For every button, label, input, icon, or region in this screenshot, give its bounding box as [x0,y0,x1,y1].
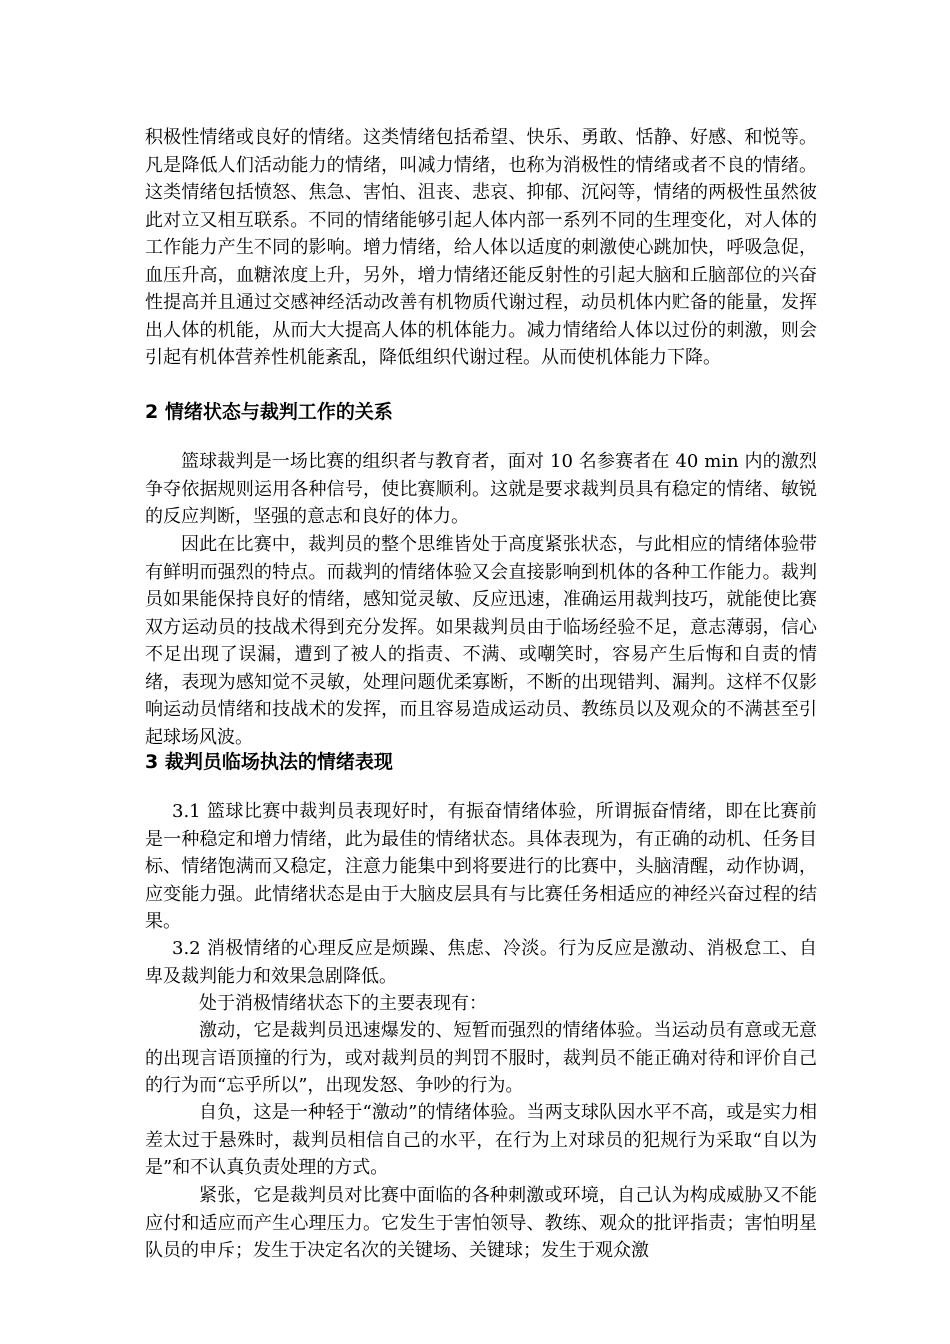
section-3-paragraph-conceited: 自负，这是一种轻于“激动”的情绪体验。当两支球队因水平不高，或是实力相差太过于悬殊时，裁判员相信自己的水平，在行为上对球员的犯规行为采取“自以为是”和不认真负责处理的方式。 [145,1102,817,1178]
section-2-paragraph-2: 因此在比赛中，裁判员的整个思维皆处于高度紧张状态，与此相应的情绪体验带有鲜明而强烈的特点。而裁判的情绪体验又会直接影响到机体的各种工作能力。裁判员如果能保持良好的情绪，感知觉灵敏、反应迅速，准确运用裁判技巧，就能使比赛双方运动员的技战术得到充分发挥。如果裁判员由于临场经验不足，意志薄弱，信心不足出现了误漏，遭到了被人的指责、不满、或嘲笑时，容易产生后悔和自责的情绪，表现为感知觉不灵敏，处理问题优柔寡断，不断的出现错判、漏判。这样不仅影响运动员情绪和技战术的发挥，而且容易造成运动员、教练员以及观众的不满甚至引起球场风波。 [145,534,817,748]
section-3-paragraph-excited: 激动，它是裁判员迅速爆发的、短暂而强烈的情绪体验。当运动员有意或无意的出现言语顶撞的行为，或对裁判员的判罚不服时，裁判员不能正确对待和评价自己的行为而“忘乎所以”，出现发怒、争吵的行为。 [145,1020,817,1096]
section-2-paragraph-1: 篮球裁判是一场比赛的组织者与教育者，面对 10 名参赛者在 40 min 内的激烈争夺依据规则运用各种信号，使比赛顺利。这就是要求裁判员具有稳定的情绪、敏锐的反应判断，坚强的意志和良好的体力。 [145,451,817,527]
section-2-heading: 2 情绪状态与裁判工作的关系 [145,401,393,423]
section-3-heading: 3 裁判员临场执法的情绪表现 [145,751,393,773]
section-3-paragraph-3-2: 3.2 消极情绪的心理反应是烦躁、焦虑、冷淡。行为反应是激动、消极怠工、自卑及裁判能力和效果急剧降低。 [145,938,817,987]
section-3-paragraph-3-1: 3.1 篮球比赛中裁判员表现好时，有振奋情绪体验，所谓振奋情绪，即在比赛前是一种稳定和增力情绪，此为最佳的情绪状态。具体表现为，有正确的动机、任务目标、情绪饱满而又稳定，注意力能集中到将要进行的比赛中，头脑清醒，动作协调，应变能力强。此情绪状态是由于大脑皮层具有与比赛任务相适应的神经兴奋过程的结果。 [145,801,817,932]
intro-paragraph: 积极性情绪或良好的情绪。这类情绪包括希望、快乐、勇敢、恬静、好感、和悦等。凡是降低人们活动能力的情绪，叫减力情绪，也称为消极性的情绪或者不良的情绪。这类情绪包括愤怒、焦急、害怕、沮丧、悲哀、抑郁、沉闷等，情绪的两极性虽然彼此对立又相互联系。不同的情绪能够引起人体内部一系列不同的生理变化，对人体的工作能力产生不同的影响。增力情绪，给人体以适度的刺激使心跳加快，呼吸急促，血压升高，血糖浓度上升，另外，增力情绪还能反射性的引起大脑和丘脑部位的兴奋性提高并且通过交感神经活动改善有机物质代谢过程，动员机体内贮备的能量，发挥出人体的机能，从而大大提高人体的机体能力。减力情绪给人体以过份的刺激，则会引起有机体营养性机能紊乱，降低组织代谢过程。从而使机体能力下降。 [145,127,817,368]
section-3-list-intro: 处于消极情绪状态下的主要表现有： [199,993,487,1014]
section-3-paragraph-nervous: 紧张，它是裁判员对比赛中面临的各种刺激或环境，自己认为构成威胁又不能应付和适应而产生心理压力。它发生于害怕领导、教练、观众的批评指责；害怕明星队员的申斥；发生于决定名次的关键场、关键球；发生于观众激 [145,1185,817,1261]
